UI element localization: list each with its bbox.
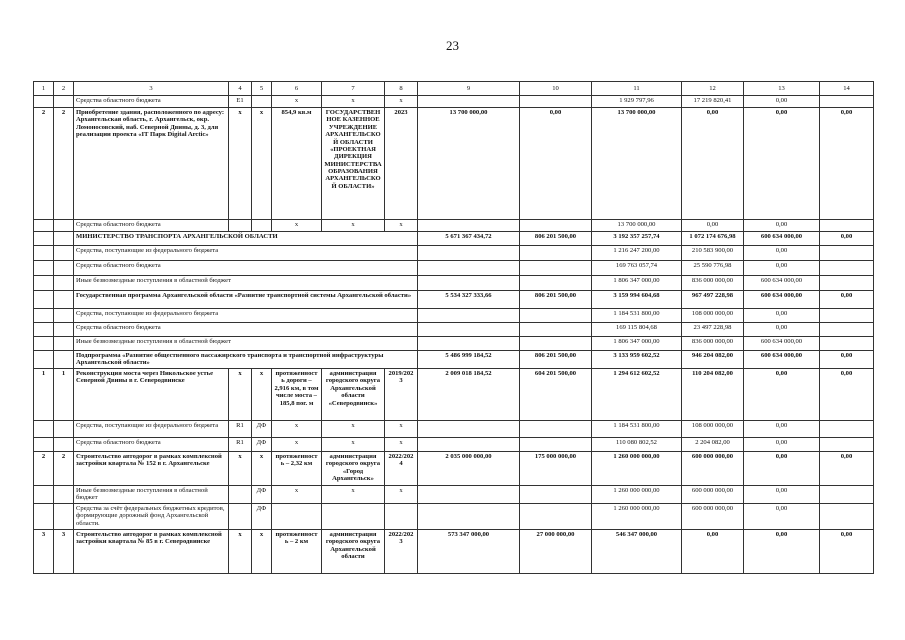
column-number: 9	[418, 82, 520, 96]
amount-cell: 0,00	[820, 529, 874, 573]
amount-cell: 806 201 500,00	[520, 291, 592, 309]
x-cell: x	[385, 96, 418, 108]
code-cell: ДФ	[252, 503, 272, 529]
amount-cell: 25 590 776,98	[682, 261, 744, 276]
amount-cell: 5 671 367 434,72	[418, 232, 520, 246]
amount-cell: 169 115 804,68	[592, 323, 682, 337]
amount-cell: 946 204 082,00	[682, 351, 744, 369]
funding-source-label: Средства областного бюджета	[74, 261, 418, 276]
object-name: Строительство автодорог в рамках комплексной застройки квартала № 152 в г. Архангельске	[74, 452, 229, 486]
year-cell: 2022/2023	[385, 529, 418, 573]
x-cell: x	[252, 529, 272, 573]
code-cell: R1	[229, 421, 252, 438]
amount-cell: 0,00	[682, 529, 744, 573]
table-row	[34, 246, 874, 261]
funding-source-label: Средства, поступающие из федерального бюджета	[74, 309, 418, 323]
amount-cell: 3 159 994 604,68	[592, 291, 682, 309]
amount-cell: 27 000 000,00	[520, 529, 592, 573]
x-cell: x	[252, 108, 272, 220]
amount-cell: 1 929 797,96	[592, 96, 682, 108]
row-number: 2	[34, 108, 54, 220]
code-cell: R1	[229, 438, 252, 452]
amount-cell: 600 634 000,00	[744, 351, 820, 369]
code-cell: ДФ	[252, 438, 272, 452]
x-cell: x	[252, 369, 272, 421]
table-row	[34, 291, 874, 309]
x-cell: x	[385, 220, 418, 232]
x-cell: x	[229, 108, 252, 220]
table-row	[34, 261, 874, 276]
amount-cell: 836 000 000,00	[682, 276, 744, 291]
table-row	[34, 309, 874, 323]
amount-cell: 13 700 000,00	[418, 108, 520, 220]
customer-cell: ГОСУДАРСТВЕННОЕ КАЗЕННОЕ УЧРЕЖДЕНИЕ АРХАНГЕЛЬСКОЙ ОБЛАСТИ «ПРОЕКТНАЯ ДИРЕКЦИЯ МИНИСТЕРСТВА ОБРАЗОВАНИЯ АРХАНГЕЛЬСКОЙ ОБЛАСТИ»	[322, 108, 385, 220]
amount-cell: 5 534 327 333,66	[418, 291, 520, 309]
amount-cell: 806 201 500,00	[520, 232, 592, 246]
column-number: 13	[744, 82, 820, 96]
x-cell: x	[272, 438, 322, 452]
amount-cell: 1 260 000 000,00	[592, 503, 682, 529]
table-row	[34, 108, 874, 220]
amount-cell: 13 700 000,00	[592, 108, 682, 220]
capacity-cell: протяженность – 2,32 км	[272, 452, 322, 486]
table-row	[34, 276, 874, 291]
amount-cell: 0,00	[744, 220, 820, 232]
column-number: 12	[682, 82, 744, 96]
amount-cell: 3 133 959 602,52	[592, 351, 682, 369]
table-row	[34, 421, 874, 438]
amount-cell: 110 080 802,52	[592, 438, 682, 452]
amount-cell: 1 184 531 800,00	[592, 309, 682, 323]
funding-source-label: Иные безвозмездные поступления в областной бюджет	[74, 276, 418, 291]
funding-source-label: Средства областного бюджета	[74, 96, 229, 108]
amount-cell: 0,00	[744, 96, 820, 108]
amount-cell: 600 000 000,00	[682, 486, 744, 504]
column-number: 3	[74, 82, 229, 96]
budget-table	[33, 81, 874, 574]
amount-cell: 0,00	[820, 232, 874, 246]
amount-cell: 967 497 228,98	[682, 291, 744, 309]
amount-cell: 108 000 000,00	[682, 421, 744, 438]
row-number: 1	[54, 369, 74, 421]
row-number: 3	[34, 529, 54, 573]
funding-source-label: Средства, поступающие из федерального бюджета	[74, 421, 229, 438]
amount-cell: 0,00	[744, 323, 820, 337]
amount-cell: 604 201 500,00	[520, 369, 592, 421]
amount-cell: 0,00	[744, 369, 820, 421]
page-number: 23	[446, 38, 459, 53]
table-row	[34, 529, 874, 573]
amount-cell: 0,00	[744, 421, 820, 438]
row-number: 3	[54, 529, 74, 573]
amount-cell: 2 035 000 000,00	[418, 452, 520, 486]
x-cell: x	[229, 452, 252, 486]
amount-cell: 600 634 000,00	[744, 291, 820, 309]
amount-cell: 23 497 228,98	[682, 323, 744, 337]
amount-cell: 0,00	[682, 108, 744, 220]
column-number: 11	[592, 82, 682, 96]
row-number: 2	[54, 108, 74, 220]
amount-cell: 0,00	[744, 529, 820, 573]
amount-cell: 600 634 000,00	[744, 337, 820, 351]
program-title: Государственная программа Архангельской области «Развитие транспортной системы Архангельской области»	[74, 291, 418, 309]
code-cell: E1	[229, 96, 252, 108]
amount-cell: 2 009 018 184,52	[418, 369, 520, 421]
amount-cell: 0,00	[520, 108, 592, 220]
x-cell: x	[322, 438, 385, 452]
amount-cell: 175 000 000,00	[520, 452, 592, 486]
amount-cell: 1 072 174 676,98	[682, 232, 744, 246]
table-row	[34, 220, 874, 232]
amount-cell: 0,00	[744, 261, 820, 276]
funding-source-label: Средства областного бюджета	[74, 323, 418, 337]
x-cell: x	[385, 486, 418, 504]
table-row	[34, 323, 874, 337]
customer-cell: администрация городского округа «Город Архангельск»	[322, 452, 385, 486]
object-name: Строительство автодорог в рамках комплексной застройки квартала № 85 в г. Северодвинске	[74, 529, 229, 573]
column-number: 8	[385, 82, 418, 96]
amount-cell: 2 204 082,00	[682, 438, 744, 452]
amount-cell: 0,00	[744, 246, 820, 261]
x-cell: x	[229, 369, 252, 421]
code-cell: ДФ	[252, 486, 272, 504]
amount-cell: 169 763 057,74	[592, 261, 682, 276]
amount-cell: 0,00	[744, 309, 820, 323]
amount-cell: 0,00	[820, 351, 874, 369]
row-number: 2	[34, 452, 54, 486]
capacity-cell: протяженность – 2 км	[272, 529, 322, 573]
ministry-title: МИНИСТЕРСТВО ТРАНСПОРТА АРХАНГЕЛЬСКОЙ ОБЛАСТИ	[74, 232, 418, 246]
amount-cell: 108 000 000,00	[682, 309, 744, 323]
year-cell: 2022/2024	[385, 452, 418, 486]
funding-source-label: Иные безвозмездные поступления в областной бюджет	[74, 337, 418, 351]
customer-cell: администрация городского округа Архангельской области	[322, 529, 385, 573]
amount-cell: 1 806 347 000,00	[592, 337, 682, 351]
amount-cell: 0,00	[820, 291, 874, 309]
x-cell: x	[229, 529, 252, 573]
amount-cell: 0,00	[744, 486, 820, 504]
amount-cell: 0,00	[820, 452, 874, 486]
funding-source-label: Средства областного бюджета	[74, 438, 229, 452]
column-number: 6	[272, 82, 322, 96]
amount-cell: 1 806 347 000,00	[592, 276, 682, 291]
year-cell: 2019/2023	[385, 369, 418, 421]
amount-cell: 1 184 531 800,00	[592, 421, 682, 438]
column-number: 1	[34, 82, 54, 96]
amount-cell: 600 634 000,00	[744, 276, 820, 291]
object-name: Приобретение здания, расположенного по адресу: Архангельская область, г. Архангельск, окр. Ломоносовский, наб. Северной Двины, д. 3, для реализации проекта «IT Парк Digital Arctic»	[74, 108, 229, 220]
row-number: 2	[54, 452, 74, 486]
amount-cell: 13 700 000,00	[592, 220, 682, 232]
amount-cell: 573 347 000,00	[418, 529, 520, 573]
amount-cell: 1 294 612 602,52	[592, 369, 682, 421]
table-row	[34, 503, 874, 529]
x-cell: x	[252, 452, 272, 486]
amount-cell: 0,00	[820, 108, 874, 220]
amount-cell: 110 204 082,00	[682, 369, 744, 421]
subprogram-title: Подпрограмма «Развитие общественного пассажирского транспорта и транспортной инфраструктуры Архангельской области»	[74, 351, 418, 369]
column-number: 7	[322, 82, 385, 96]
table-row	[34, 486, 874, 504]
year-cell: 2023	[385, 108, 418, 220]
row-number: 1	[34, 369, 54, 421]
customer-cell: администрация городского округа Архангельской области «Северодвинск»	[322, 369, 385, 421]
table-row	[34, 96, 874, 108]
x-cell: x	[322, 96, 385, 108]
table-row	[34, 369, 874, 421]
column-number: 4	[229, 82, 252, 96]
x-cell: x	[272, 96, 322, 108]
column-number: 14	[820, 82, 874, 96]
column-number-row	[34, 82, 874, 96]
x-cell: x	[272, 220, 322, 232]
funding-source-label: Средства областного бюджета	[74, 220, 229, 232]
table-row	[34, 452, 874, 486]
table-row	[34, 438, 874, 452]
x-cell: x	[272, 486, 322, 504]
capacity-cell: протяженность дороги – 2,916 км, в том числе моста – 185,8 пог. м	[272, 369, 322, 421]
column-number: 2	[54, 82, 74, 96]
table-row	[34, 232, 874, 246]
table-row	[34, 351, 874, 369]
capacity-cell: 854,9 кв.м	[272, 108, 322, 220]
table-row	[34, 337, 874, 351]
x-cell: x	[385, 438, 418, 452]
amount-cell: 600 000 000,00	[682, 503, 744, 529]
amount-cell: 1 260 000 000,00	[592, 486, 682, 504]
object-name: Реконструкция моста через Никольское устье Северной Двины в г. Северодвинске	[74, 369, 229, 421]
amount-cell: 3 192 357 257,74	[592, 232, 682, 246]
amount-cell: 806 201 500,00	[520, 351, 592, 369]
amount-cell: 1 216 247 200,00	[592, 246, 682, 261]
funding-source-label: Средства, поступающие из федерального бюджета	[74, 246, 418, 261]
amount-cell: 600 000 000,00	[682, 452, 744, 486]
x-cell: x	[322, 486, 385, 504]
amount-cell: 600 634 000,00	[744, 232, 820, 246]
column-number: 10	[520, 82, 592, 96]
column-number: 5	[252, 82, 272, 96]
code-cell: ДФ	[252, 421, 272, 438]
x-cell: x	[322, 220, 385, 232]
amount-cell: 0,00	[744, 438, 820, 452]
x-cell: x	[385, 421, 418, 438]
amount-cell: 5 486 999 184,52	[418, 351, 520, 369]
x-cell: x	[322, 421, 385, 438]
funding-source-label: Средства за счёт федеральных бюджетных кредитов, формирующие дорожный фонд Архангельской области.	[74, 503, 229, 529]
amount-cell: 546 347 000,00	[592, 529, 682, 573]
funding-source-label: Иные безвозмездные поступления в областной бюджет	[74, 486, 229, 504]
amount-cell: 0,00	[744, 503, 820, 529]
amount-cell: 0,00	[682, 220, 744, 232]
amount-cell: 836 000 000,00	[682, 337, 744, 351]
amount-cell: 0,00	[820, 369, 874, 421]
amount-cell: 0,00	[744, 452, 820, 486]
amount-cell: 17 219 820,41	[682, 96, 744, 108]
amount-cell: 210 583 900,00	[682, 246, 744, 261]
x-cell: x	[272, 421, 322, 438]
amount-cell: 1 260 000 000,00	[592, 452, 682, 486]
amount-cell: 0,00	[744, 108, 820, 220]
